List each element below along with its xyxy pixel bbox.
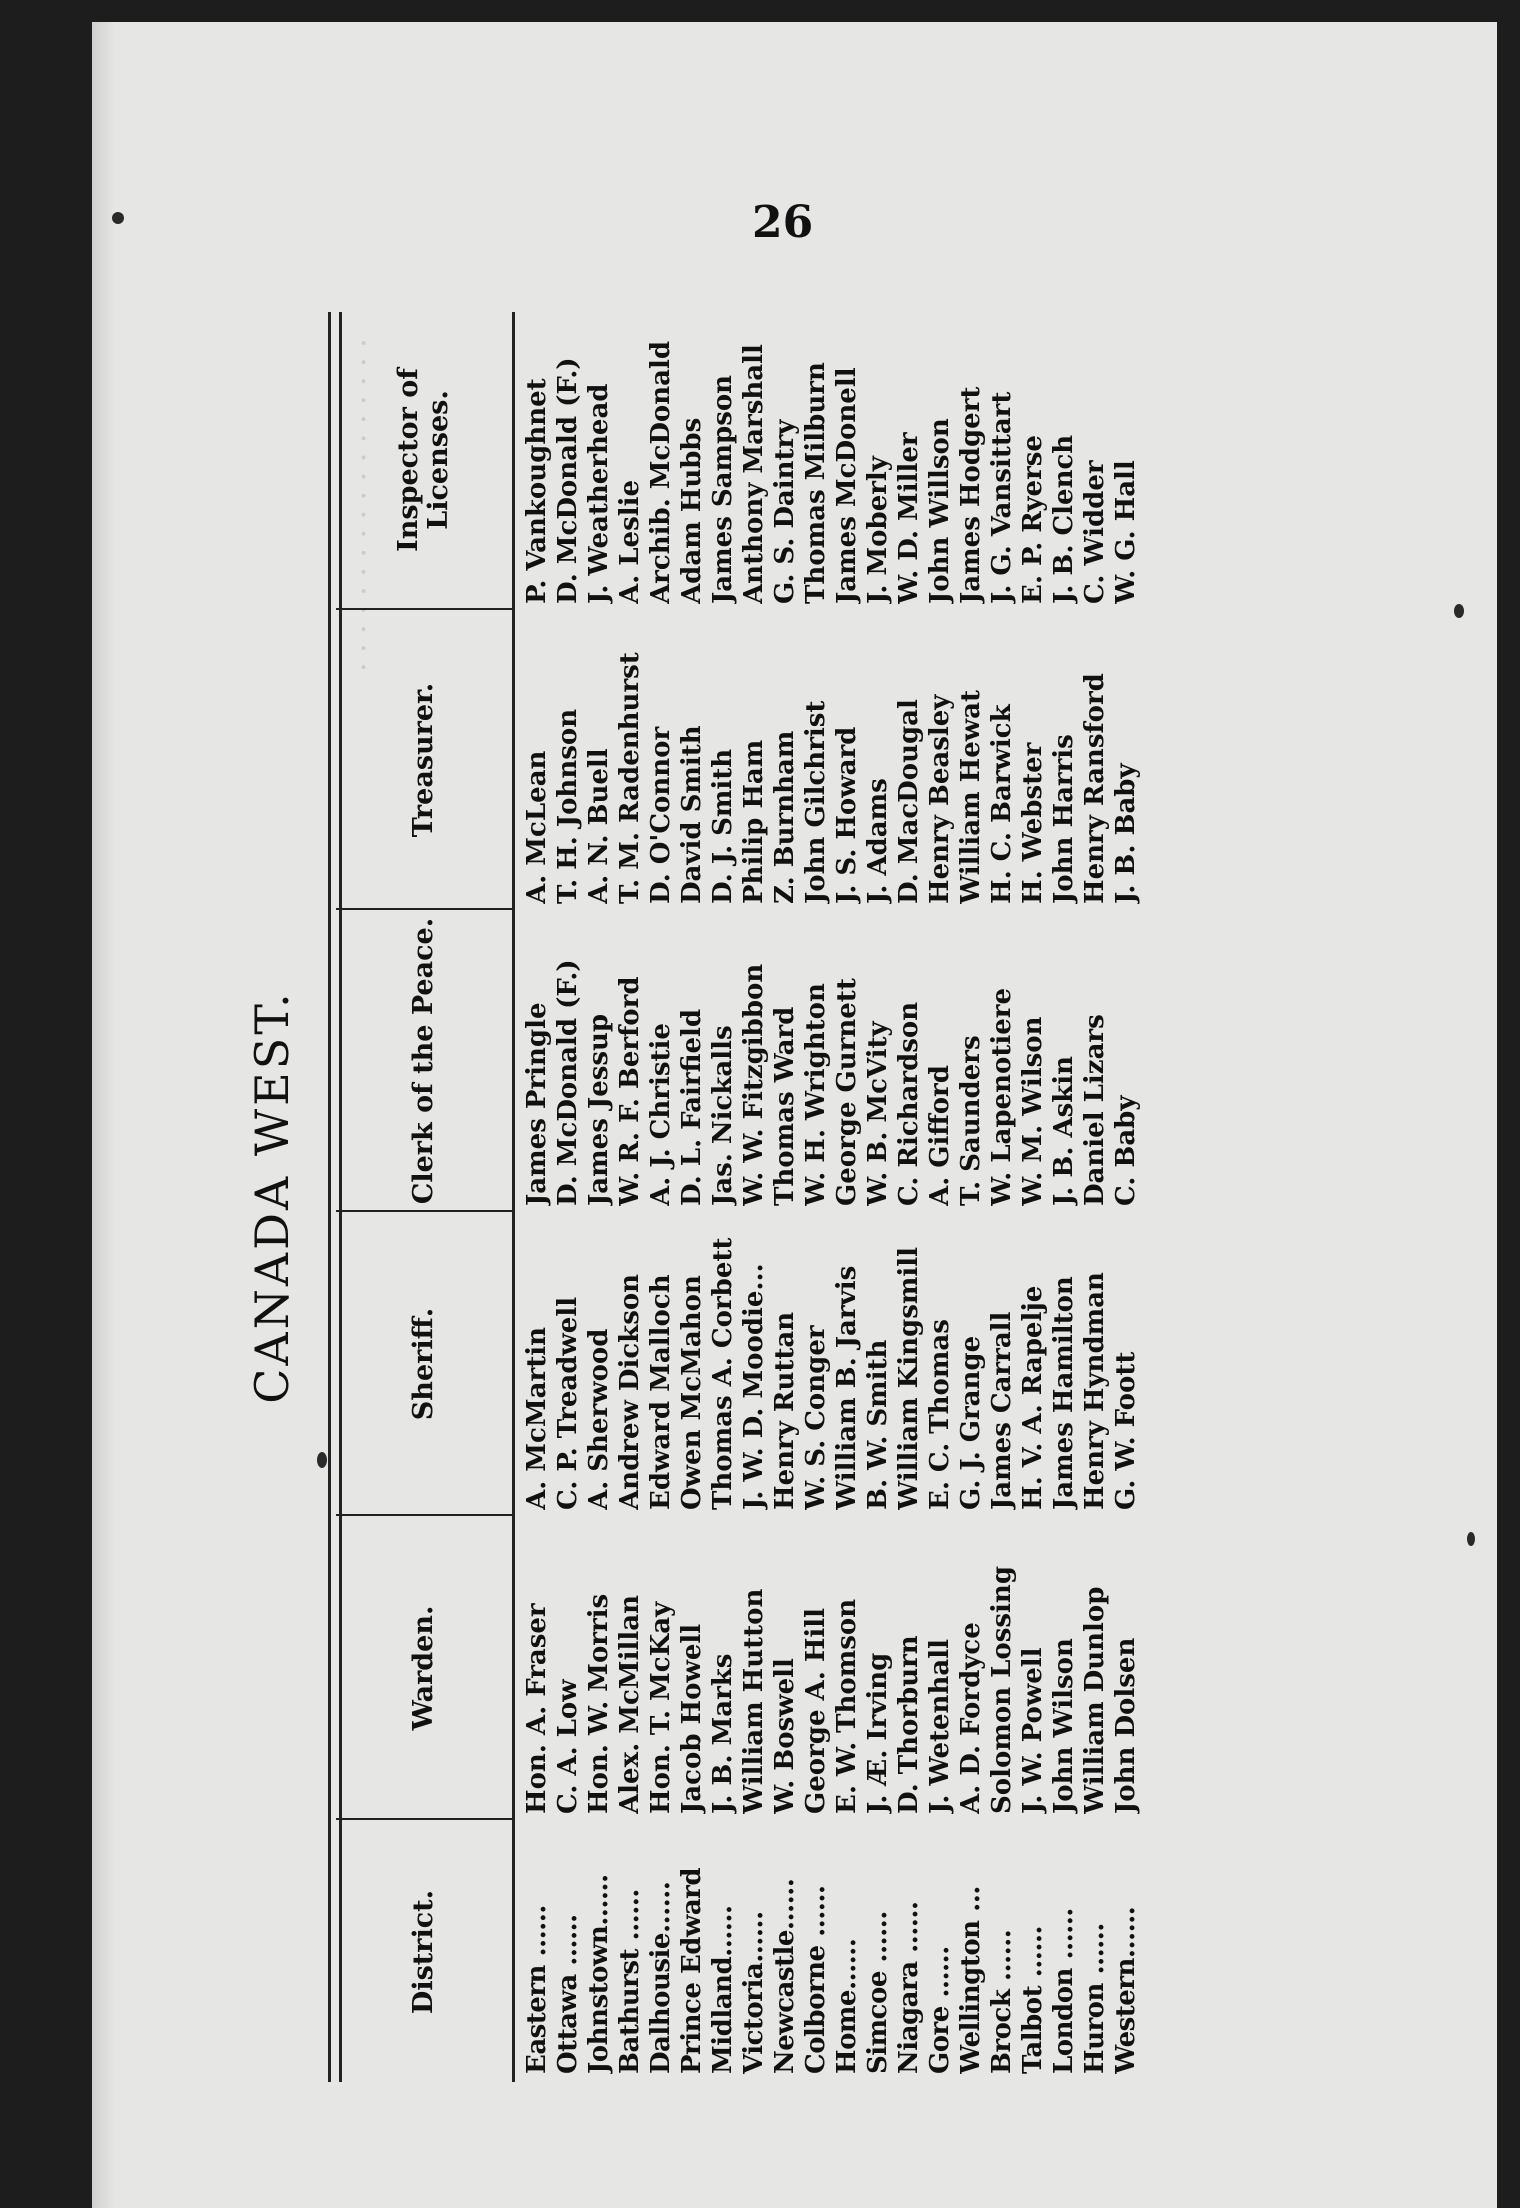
table-cell: D. O'Connor xyxy=(646,726,676,904)
table-cell: Colborne ...... xyxy=(801,1885,831,2074)
table-cell: D. Thorburn xyxy=(894,1635,924,1814)
column-warden xyxy=(522,1518,1142,1814)
header-sheriff: Sheriff. xyxy=(408,1307,439,1421)
table-cell: John Dolsen xyxy=(1111,1637,1141,1814)
table-cell: W. R. F. Berford xyxy=(615,976,645,1206)
table-cell: Newcastle...... xyxy=(770,1878,800,2074)
table-cell: C. Richardson xyxy=(894,1001,924,1206)
page-edge-shadow xyxy=(92,22,114,2208)
table-cell: Huron ...... xyxy=(1080,1923,1110,2074)
table-cell: E. P. Ryerse xyxy=(1018,435,1048,604)
table-cell: Archib. McDonald xyxy=(646,340,676,604)
column-treasurer xyxy=(522,612,1142,904)
table-cell: J. W. Powell xyxy=(1018,1647,1048,1814)
table-cell: J. Weatherhead xyxy=(584,383,614,604)
table-cell: D. J. Smith xyxy=(708,748,738,904)
table-cell: John Harris xyxy=(1049,734,1079,904)
table-cell: J. B. Marks xyxy=(708,1653,738,1814)
table-cell: William Hewat xyxy=(956,689,986,904)
ink-speck xyxy=(1454,604,1464,618)
table-cell: Simcoe ...... xyxy=(863,1911,893,2074)
table-cell: Daniel Lizars xyxy=(1080,1014,1110,1206)
table-cell: W. S. Conger xyxy=(801,1325,831,1510)
table-cell: A. Leslie xyxy=(615,479,645,604)
table-cell: G. S. Daintry xyxy=(770,419,800,604)
table-cell: H. V. A. Rapelje xyxy=(1018,1285,1048,1510)
table-cell: Western...... xyxy=(1111,1906,1141,2074)
table-cell: E. C. Thomas xyxy=(925,1319,955,1510)
table-cell: J. Æ. Irving xyxy=(863,1652,893,1814)
column-clerk-of-the-peace xyxy=(522,912,1142,1206)
table-cell: Eastern ...... xyxy=(522,1905,552,2074)
table-cell: J. S. Howard xyxy=(832,726,862,904)
table-cell: E. W. Thomson xyxy=(832,1598,862,1814)
table-cell: James Sampson xyxy=(708,374,738,604)
table-cell: Andrew Dickson xyxy=(615,1273,645,1510)
header-treasurer: Treasurer. xyxy=(408,682,439,838)
table-cell: J. Adams xyxy=(863,778,893,904)
rotated-table xyxy=(232,312,1382,2082)
table-cell: J. B. Baby xyxy=(1111,763,1141,904)
table-cell: William B. Jarvis xyxy=(832,1265,862,1510)
table-cell: J. G. Vansittart xyxy=(987,391,1017,604)
table-cell: W. B. McVity xyxy=(863,1021,893,1206)
table-cell: Ottawa ...... xyxy=(553,1914,583,2074)
table-cell: London ...... xyxy=(1049,1908,1079,2074)
table-cell: D. McDonald (F.) xyxy=(553,357,583,604)
header-warden: Warden. xyxy=(408,1605,439,1731)
column-inspector-of-licenses xyxy=(522,314,1142,604)
table-cell: Midland...... xyxy=(708,1905,738,2074)
table-cell: D. L. Fairfield xyxy=(677,1008,707,1206)
table-cell: Thomas Milburn xyxy=(801,362,831,604)
table-cell: John Gilchrist xyxy=(801,700,831,904)
table-cell: John Willson xyxy=(925,418,955,604)
header-clerk-of-the-peace: Clerk of the Peace. xyxy=(408,917,439,1205)
table-cell: J. B. Clench xyxy=(1049,434,1079,604)
table-cell: William Kingsmill xyxy=(894,1247,924,1510)
table-cell: Hon. T. McKay xyxy=(646,1601,676,1814)
table-cell: Henry Beasley xyxy=(925,694,955,904)
table-cell: Jas. Nickalls xyxy=(708,1025,738,1206)
table-cell: David Smith xyxy=(677,725,707,904)
page-number: 26 xyxy=(752,197,814,248)
table-cell: Victoria...... xyxy=(739,1911,769,2074)
table-cell: Hon. A. Fraser xyxy=(522,1603,552,1814)
table-cell: J. Moberly xyxy=(863,456,893,604)
table-cell: Prince Edward xyxy=(677,1867,707,2074)
table-cell: Henry Ruttan xyxy=(770,1311,800,1510)
table-cell: James Jessup xyxy=(584,1013,614,1206)
table-cell: H. Webster xyxy=(1018,742,1048,904)
bleed-through-text: · · · · · · · · · · · · · · · · · · xyxy=(347,338,382,672)
table-cell: W. Boswell xyxy=(770,1658,800,1814)
table-cell: Jacob Howell xyxy=(677,1623,707,1814)
table-cell: Adam Hubbs xyxy=(677,417,707,604)
table-cell: C. Baby xyxy=(1111,1095,1141,1206)
table-cell: George A. Hill xyxy=(801,1607,831,1814)
table-cell: J. Wetenhall xyxy=(925,1639,955,1814)
header-bottom-rule xyxy=(512,312,515,2082)
ink-speck xyxy=(112,212,124,224)
table-cell: D. McDonald (F.) xyxy=(553,959,583,1206)
table-cell: James Carrall xyxy=(987,1311,1017,1510)
table-cell: T. M. Radenhurst xyxy=(615,652,645,904)
table-cell: William Hutton xyxy=(739,1588,769,1814)
header-district: District. xyxy=(408,1889,439,2015)
table-cell: W. M. Wilson xyxy=(1018,1016,1048,1206)
table-cell: T. Saunders xyxy=(956,1035,986,1206)
table-cell: G. W. Foott xyxy=(1111,1351,1141,1510)
table-cell: Home...... xyxy=(832,1938,862,2074)
table-cell: W. D. Miller xyxy=(894,432,924,604)
table-cell: Henry Hyndman xyxy=(1080,1272,1110,1510)
table-cell: A. Sherwood xyxy=(584,1328,614,1510)
table-cell: Z. Burnham xyxy=(770,730,800,904)
column-separator xyxy=(336,1818,512,1820)
table-title: CANADA WEST. xyxy=(245,990,299,1404)
table-cell: Brock ...... xyxy=(987,1929,1017,2074)
table-cell: Anthony Marshall xyxy=(739,344,769,604)
table-cell: A. J. Christie xyxy=(646,1023,676,1206)
table-cell: Thomas Ward xyxy=(770,1006,800,1206)
column-district xyxy=(522,1822,1142,2074)
table-cell: Edward Malloch xyxy=(646,1274,676,1510)
table-cell: J. W. D. Moodie... xyxy=(739,1263,769,1510)
table-cell: A. McLean xyxy=(522,750,552,904)
table-cell: Alex. McMillan xyxy=(615,1595,645,1814)
column-separator xyxy=(336,608,512,610)
table-cell: William Dunlop xyxy=(1080,1586,1110,1814)
column-separator xyxy=(336,1210,512,1212)
table-cell: C. A. Low xyxy=(553,1679,583,1814)
column-sheriff xyxy=(522,1214,1142,1510)
table-cell: A. Gifford xyxy=(925,1065,955,1206)
table-cell: James Hodgert xyxy=(956,386,986,604)
table-cell: B. W. Smith xyxy=(863,1339,893,1510)
table-cell: W. H. Wrighton xyxy=(801,983,831,1206)
table-cell: James McDonell xyxy=(832,367,862,604)
header-inspector-of-licenses: Inspector of Licenses. xyxy=(393,368,454,552)
table-cell: D. MacDougal xyxy=(894,699,924,904)
table-cell: W. W. Fitzgibbon xyxy=(739,963,769,1206)
table-cell: Bathurst ...... xyxy=(615,1889,645,2074)
table-cell: A. McMartin xyxy=(522,1326,552,1510)
table-cell: Johnstown...... xyxy=(584,1874,614,2074)
ink-speck xyxy=(1467,1532,1475,1546)
table-cell: J. B. Askin xyxy=(1049,1055,1079,1206)
table-cell: Talbot ...... xyxy=(1018,1926,1048,2074)
table-cell: A. D. Fordyce xyxy=(956,1622,986,1814)
table-cell: W. Lapenotiere xyxy=(987,987,1017,1206)
table-cell: Henry Ransford xyxy=(1080,673,1110,904)
table-cell: P. Vankoughnet xyxy=(522,378,552,604)
table-cell: Owen McMahon xyxy=(677,1275,707,1510)
table-cell: James Pringle xyxy=(522,1002,552,1206)
table-cell: W. G. Hall xyxy=(1111,460,1141,604)
table-cell: Thomas A. Corbett xyxy=(708,1237,738,1510)
table-cell: Hon. W. Morris xyxy=(584,1593,614,1814)
table-cell: T. H. Johnson xyxy=(553,708,583,904)
column-separator xyxy=(336,1514,512,1516)
table-cell: C. Widder xyxy=(1080,460,1110,604)
table-cell: George Gurnett xyxy=(832,978,862,1206)
table-cell: Gore ...... xyxy=(925,1946,955,2074)
table-cell: C. P. Treadwell xyxy=(553,1296,583,1510)
table-cell: James Hamilton xyxy=(1049,1276,1079,1510)
table-cell: Solomon Lossing xyxy=(987,1565,1017,1814)
table-cell: Dalhousie...... xyxy=(646,1881,676,2074)
table-cell: Philip Ham xyxy=(739,739,769,904)
document-page xyxy=(92,22,1497,2208)
column-separator xyxy=(336,908,512,910)
table-cell: Niagara ...... xyxy=(894,1901,924,2074)
table-cell: A. N. Buell xyxy=(584,748,614,904)
table-cell: John Wilson xyxy=(1049,1638,1079,1814)
table-cell: Wellington ... xyxy=(956,1886,986,2074)
table-cell: G. J. Grange xyxy=(956,1335,986,1510)
table-cell: H. C. Barwick xyxy=(987,704,1017,904)
